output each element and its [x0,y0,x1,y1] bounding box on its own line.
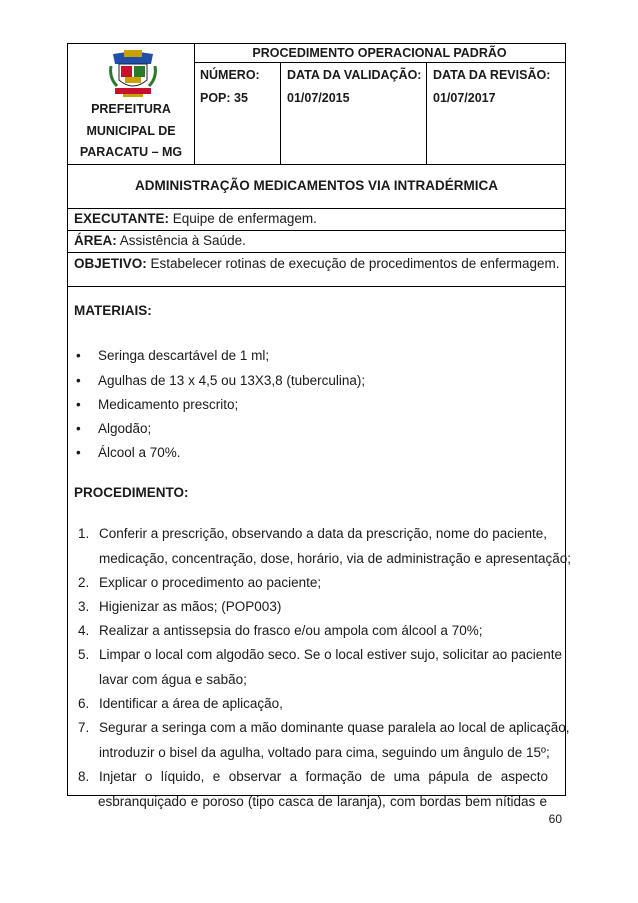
material-item: • Medicamento prescrito; [76,397,239,412]
step-number: 1. [78,526,90,541]
step-number: 7. [78,720,90,735]
step-item [78,720,570,735]
step-continuation: lavar com água e sabão; [99,672,247,687]
material-text: Seringa descartável de 1 ml; [98,348,270,363]
area-line [74,233,246,248]
procedimento-heading: PROCEDIMENTO: [74,485,189,500]
materiais-heading: MATERIAIS: [74,303,152,318]
step-text: Limpar o local com algodão seco. Se o local estiver sujo, solicitar ao paciente [99,647,562,662]
revisao-cell [427,62,565,164]
document-title: ADMINISTRAÇÃO MEDICAMENTOS VIA INTRADÉRMICA [135,178,498,193]
step-number: 8. [78,769,90,784]
area-label: ÁREA: [74,233,117,248]
objetivo-row [67,253,566,287]
org-name-line2: MUNICIPAL DE [86,124,176,138]
step-text: Higienizar as mãos; (POP003) [99,599,282,614]
step-text: Conferir a prescrição, observando a data da prescrição, nome do paciente, [99,526,548,541]
logo-cell [68,44,195,164]
executante-row [67,209,566,231]
revisao-label: DATA DA REVISÃO: [433,68,551,82]
validacao-label: DATA DA VALIDAÇÃO: [287,68,422,82]
step-number: 6. [78,696,90,711]
material-item: • Seringa descartável de 1 ml; [76,348,270,363]
step-text: Realizar a antissepsia do frasco e/ou ampola com álcool a 70%; [99,623,483,638]
material-text: Medicamento prescrito; [98,397,239,412]
step-continuation: medicação, concentração, dose, horário, via de administração e apresentação; [99,551,572,566]
page-number: 60 [548,812,562,826]
step-text: Identificar a área de aplicação, [99,696,283,711]
step-number: 3. [78,599,90,614]
step-text: Explicar o procedimento ao paciente; [99,575,322,590]
step-number: 2. [78,575,90,590]
material-item: • Algodão; [76,421,152,436]
header-table [67,43,566,165]
step-item [78,599,281,614]
objetivo-line [74,256,560,271]
step-item [78,696,283,711]
objetivo-label: OBJETIVO: [74,256,147,271]
step-item [78,769,548,784]
executante-value: Equipe de enfermagem. [169,211,317,226]
org-name-line1: PREFEITURA [91,102,171,116]
numero-cell [194,62,281,164]
executante-label: EXECUTANTE: [74,211,170,226]
area-row [67,231,566,253]
step-text: Injetar o líquido, e observar a formação de uma pápula de aspecto [99,769,548,784]
validacao-cell [281,62,427,164]
material-item: • Álcool a 70%. [76,445,181,460]
numero-label: NÚMERO: [200,68,260,82]
title-box [67,165,566,209]
step-continuation: esbranquiçado e poroso (tipo casca de laranja), com bordas bem nítidas e [98,794,547,809]
body-box [67,287,572,796]
numero-value: POP: 35 [200,91,248,105]
step-item [78,575,321,590]
material-text: Algodão; [98,421,152,436]
step-number: 5. [78,647,90,662]
step-continuation: introduzir o bisel da agulha, voltado para cima, seguindo um ângulo de 15º; [99,745,550,760]
executante-line [74,211,317,226]
step-item [78,623,482,638]
material-text: Agulhas de 13 x 4,5 ou 13X3,8 (tuberculina); [98,373,366,388]
material-item: • Agulhas de 13 x 4,5 ou 13X3,8 (tuberculina); [76,373,366,388]
org-name-line3: PARACATU – MG [79,145,183,159]
revisao-value: 01/07/2017 [433,91,496,105]
area-value: Assistência à Saúde. [116,233,246,248]
step-item [78,647,562,662]
step-text: Segurar a seringa com a mão dominante quase paralela ao local de aplicação, [99,720,570,735]
step-item [78,526,547,541]
municipal-coat-of-arms-icon [107,50,159,98]
validacao-value: 01/07/2015 [287,91,350,105]
objetivo-value: Estabelecer rotinas de execução de procedimentos de enfermagem. [146,256,560,271]
material-text: Álcool a 70%. [98,445,181,460]
step-number: 4. [78,623,90,638]
procedure-header-title: PROCEDIMENTO OPERACIONAL PADRÃO [194,44,565,63]
